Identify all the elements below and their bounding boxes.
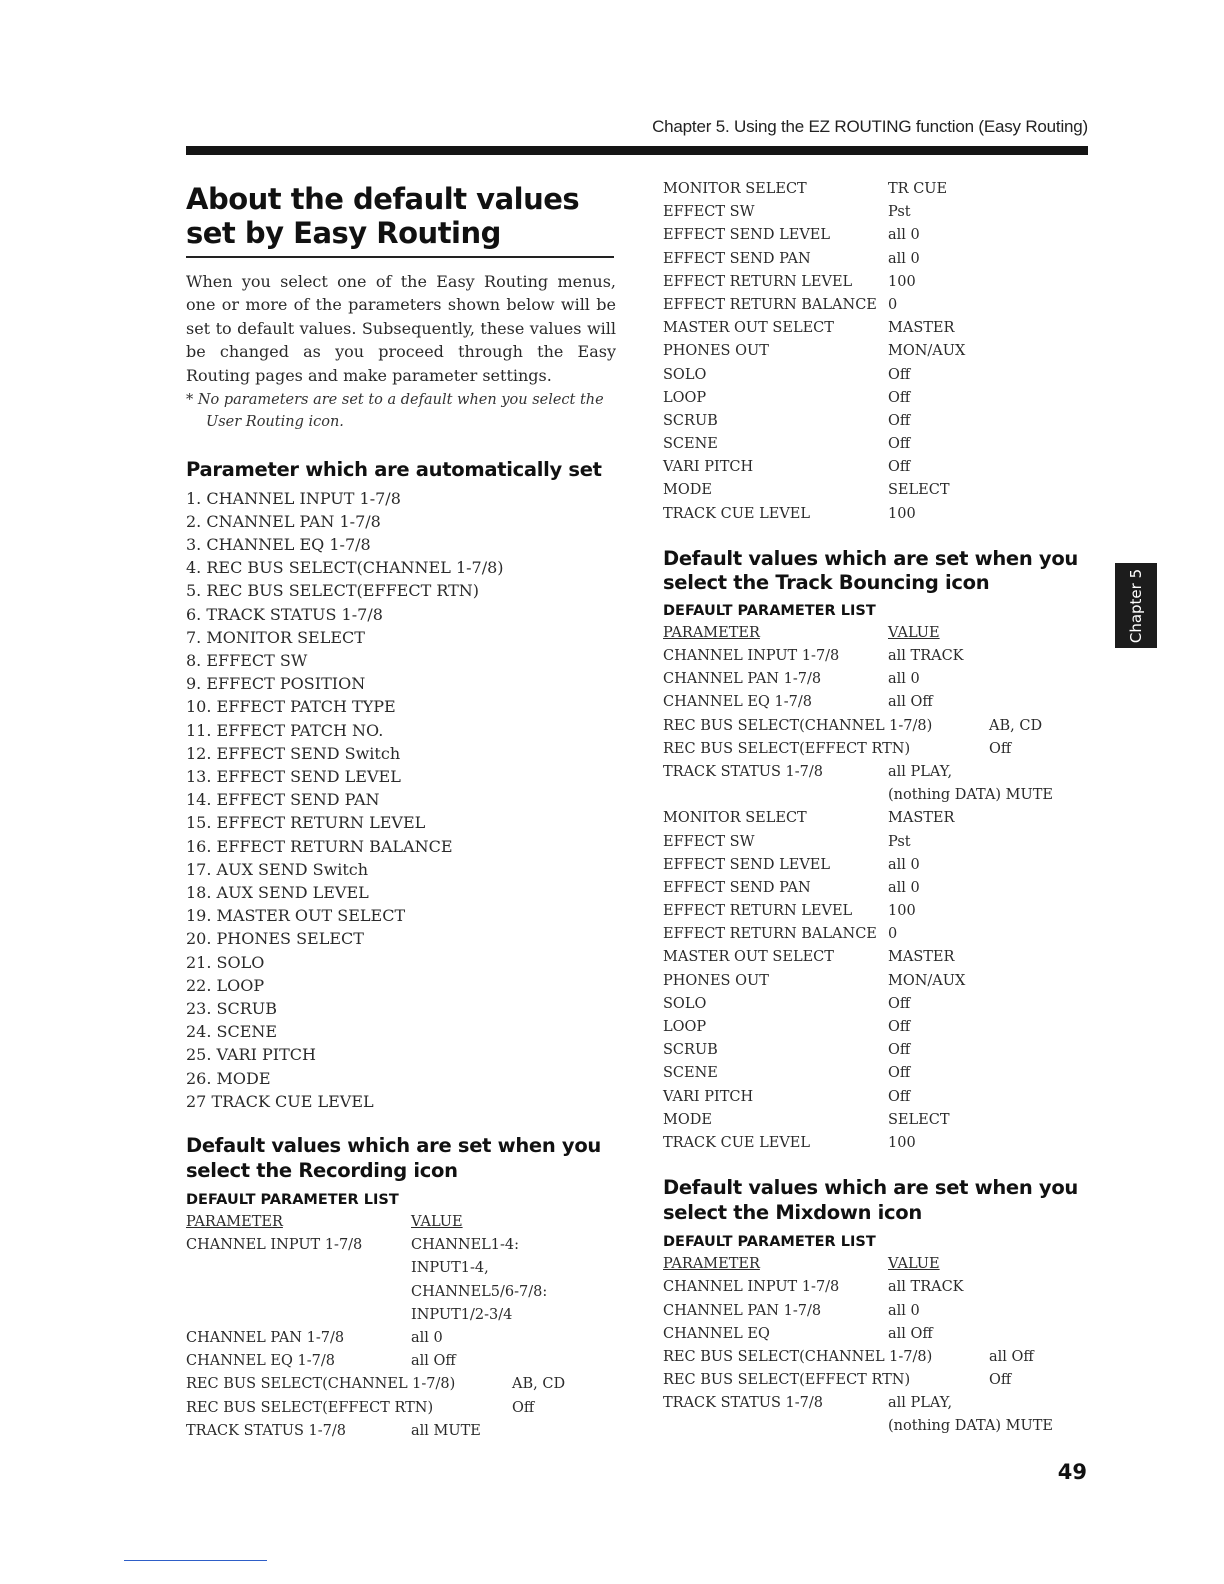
bouncing-value-col: VALUE [888,624,940,641]
list-item: 17. AUX SEND Switch [186,859,369,879]
table-row [663,761,1088,784]
param-value: all Off [989,1348,1034,1365]
param-name: MONITOR SELECT [663,181,807,197]
param-name: PHONES OUT [663,972,769,989]
param-name: LOOP [663,389,707,406]
param-name: REC BUS SELECT(CHANNEL 1-7/8) [663,717,933,734]
list-item: 23. SCRUB [186,999,278,1018]
auto-params-heading: Parameter which are automatically set [186,458,602,482]
table-row [186,1257,616,1280]
param-value: Pst [888,204,911,221]
list-item: 12. EFFECT SEND Switch [186,743,401,763]
table-row [663,715,1088,738]
param-value: (nothing DATA) MUTE [888,1418,1054,1435]
title-rule [186,256,614,258]
param-value: all 0 [888,1302,920,1319]
param-name: MONITOR SELECT [663,810,807,827]
table-row [663,364,1088,387]
table-row [663,294,1088,317]
param-name: MODE [663,1111,712,1128]
recording-column-headers [186,1211,616,1234]
param-value: all MUTE [411,1422,481,1439]
recording-list-label: DEFAULT PARAMETER LIST [186,1192,399,1209]
param-value: AB, CD [512,1376,566,1393]
param-name: TRACK CUE LEVEL [663,1134,811,1151]
param-value: all Off [411,1353,456,1370]
param-value: CHANNEL1-4: [411,1237,520,1254]
param-name: TRACK CUE LEVEL [663,505,811,522]
list-item: 1. CHANNEL INPUT 1-7/8 [186,488,401,508]
param-name: SOLO [663,995,707,1012]
table-row [663,1062,1088,1085]
param-value: 0 [888,296,898,313]
table-row [663,877,1088,900]
param-value: all Off [888,1325,933,1342]
recording-value-col: VALUE [411,1214,463,1231]
table-row [663,900,1088,923]
table-row [663,831,1088,854]
param-value: 100 [888,505,916,522]
chapter-tab-label: Chapter 5 [1127,568,1145,643]
user-routing-note: * No parameters are set to a default when you select the User Routing icon. [186,392,604,431]
param-value: INPUT1/2-3/4 [411,1306,513,1323]
table-row [663,645,1088,668]
list-item: 15. EFFECT RETURN LEVEL [186,813,426,833]
table-row [663,691,1088,714]
list-item: 7. MONITOR SELECT [186,627,365,647]
table-row [663,201,1088,224]
list-item: 18. AUX SEND LEVEL [186,882,369,902]
table-row [186,1397,616,1420]
param-value: all PLAY, [888,1395,953,1412]
param-value: all 0 [888,250,920,267]
param-name: CHANNEL EQ 1-7/8 [663,694,812,711]
param-name: MASTER OUT SELECT [663,949,834,966]
list-item: 2. CNANNEL PAN 1-7/8 [186,511,381,531]
table-row [186,1420,616,1443]
param-value: all TRACK [888,1279,964,1296]
mixdown-param-col: PARAMETER [663,1256,760,1273]
param-name: REC BUS SELECT(CHANNEL 1-7/8) [663,1348,933,1365]
param-value: Off [989,740,1012,757]
table-row [663,1039,1088,1062]
param-name: EFFECT RETURN LEVEL [663,273,853,290]
param-name: EFFECT SW [663,833,755,850]
param-value: all 0 [888,227,920,244]
table-row [663,854,1088,877]
page-title: About the default values set by Easy Routing [186,182,580,250]
table-row [663,271,1088,294]
recording-param-table-cont [663,178,1088,526]
table-row [663,224,1088,247]
table-row [663,1392,1088,1415]
list-item: 9. EFFECT POSITION [186,674,366,694]
param-value: 100 [888,903,916,920]
param-value: Off [888,1065,911,1082]
table-row [186,1304,616,1327]
mixdown-heading: Default values which are set when you select the Mixdown icon [663,1176,1079,1224]
table-row [663,1132,1088,1155]
param-name: REC BUS SELECT(CHANNEL 1-7/8) [186,1376,456,1393]
param-value: all 0 [888,671,920,688]
param-value: Pst [888,833,911,850]
param-value: all 0 [888,856,920,873]
param-name: EFFECT RETURN LEVEL [663,903,853,920]
param-name: CHANNEL PAN 1-7/8 [663,671,822,688]
list-item: 3. CHANNEL EQ 1-7/8 [186,534,371,554]
param-name: SOLO [663,366,707,383]
table-row [663,1369,1088,1392]
bouncing-column-headers [663,622,1088,645]
param-value: Off [989,1372,1012,1389]
param-name: CHANNEL INPUT 1-7/8 [186,1237,363,1254]
param-name: CHANNEL INPUT 1-7/8 [663,648,840,664]
table-row [663,1016,1088,1039]
param-name: SCRUB [663,1042,718,1059]
param-name: CHANNEL PAN 1-7/8 [186,1329,345,1346]
param-name: REC BUS SELECT(EFFECT RTN) [186,1399,434,1416]
table-row [186,1234,616,1257]
param-name: REC BUS SELECT(EFFECT RTN) [663,1372,911,1389]
list-item: 22. LOOP [186,975,265,995]
param-name: EFFECT SEND PAN [663,250,811,267]
table-row [186,1281,616,1304]
list-item: 21. SOLO [186,952,265,972]
mixdown-value-col: VALUE [888,1256,940,1273]
header-rule [186,146,1088,155]
list-item: 26. MODE [186,1068,271,1088]
table-row [663,1323,1088,1346]
chapter-tab [1115,563,1157,648]
list-item: 14. EFFECT SEND PAN [186,790,380,810]
list-item: 24. SCENE [186,1022,278,1042]
param-value: SELECT [888,482,950,499]
intro-paragraph: When you select one of the Easy Routing menus, one or more of the parameters shown below will be set to default values. Subsequently, these values will be changed as you proceed through the Easy Routing pages and make parameter settings. [186,272,616,385]
table-row [663,503,1088,526]
table-row [663,668,1088,691]
param-name: CHANNEL EQ 1-7/8 [186,1353,335,1370]
table-row [663,1276,1088,1299]
param-value: 0 [888,926,898,943]
param-name: EFFECT SEND LEVEL [663,856,831,873]
param-name: VARI PITCH [663,459,754,476]
table-row [663,178,1088,201]
param-value: AB, CD [989,717,1043,734]
param-value: MASTER [888,949,955,966]
table-row [663,1109,1088,1132]
param-value: Off [888,436,911,453]
list-item: 19. MASTER OUT SELECT [186,906,406,926]
auto-params-list [186,487,616,1113]
table-row [663,456,1088,479]
param-name: TRACK STATUS 1-7/8 [186,1422,346,1439]
param-name: SCRUB [663,412,718,429]
param-name: EFFECT RETURN BALANCE [663,296,877,313]
param-value: all Off [888,694,933,711]
param-value: MON/AUX [888,972,966,989]
param-value: 100 [888,273,916,290]
list-item: 5. REC BUS SELECT(EFFECT RTN) [186,581,480,601]
param-name: SCENE [663,436,718,453]
param-name: EFFECT SW [663,204,755,221]
param-value: all 0 [411,1329,443,1346]
param-name: EFFECT RETURN BALANCE [663,926,877,943]
list-item: 20. PHONES SELECT [186,929,364,949]
mixdown-list-label: DEFAULT PARAMETER LIST [663,1234,876,1251]
param-value: Off [888,459,911,476]
param-name: TRACK STATUS 1-7/8 [663,763,823,780]
param-name: VARI PITCH [663,1088,754,1105]
table-row [663,410,1088,433]
list-item: 10. EFFECT PATCH TYPE [186,697,396,717]
param-value: SELECT [888,1111,950,1128]
table-row [186,1350,616,1373]
table-row [663,387,1088,410]
param-value: INPUT1-4, [411,1260,489,1277]
param-value: all PLAY, [888,763,953,780]
table-row [663,993,1088,1016]
param-name: SCENE [663,1065,718,1082]
page-number: 49 [1057,1460,1087,1484]
table-row [663,946,1088,969]
param-value: Off [888,366,911,383]
param-name: CHANNEL EQ [663,1325,770,1342]
param-value: all TRACK [888,648,964,664]
param-value: Off [888,1019,911,1035]
param-name: CHANNEL PAN 1-7/8 [663,1302,822,1319]
left-column [186,178,616,1443]
table-row [663,340,1088,363]
param-value: Off [888,1088,911,1105]
mixdown-column-headers [663,1253,1088,1276]
table-row [186,1373,616,1396]
table-row [663,738,1088,761]
table-row [663,248,1088,271]
table-row [663,1346,1088,1369]
list-item: 11. EFFECT PATCH NO. [186,720,384,740]
table-row [663,923,1088,946]
table-row [663,1415,1088,1438]
recording-heading: Default values which are set when you select the Recording icon [186,1134,602,1182]
param-value: 100 [888,1134,916,1151]
list-item: 16. EFFECT RETURN BALANCE [186,836,453,856]
bouncing-param-table [663,645,1088,1155]
table-row [663,970,1088,993]
param-name: LOOP [663,1019,707,1035]
param-value: Off [888,995,911,1012]
table-row [663,317,1088,340]
list-item: 13. EFFECT SEND LEVEL [186,766,401,786]
recording-param-col: PARAMETER [186,1214,283,1231]
table-row [663,479,1088,502]
param-value: TR CUE [888,181,948,197]
param-value: Off [888,1042,911,1059]
param-value: MASTER [888,810,955,827]
table-row [663,1086,1088,1109]
list-item: 27 TRACK CUE LEVEL [186,1091,374,1111]
running-header: Chapter 5. Using the EZ ROUTING function (Easy Routing) [652,117,1088,136]
param-name: EFFECT SEND LEVEL [663,227,831,244]
param-value: MON/AUX [888,343,966,360]
param-value: Off [888,389,911,406]
mixdown-param-table [663,1276,1088,1438]
param-name: PHONES OUT [663,343,769,360]
param-value: (nothing DATA) MUTE [888,787,1054,804]
param-name: CHANNEL INPUT 1-7/8 [663,1279,840,1296]
param-value: Off [888,412,911,429]
param-name: TRACK STATUS 1-7/8 [663,1395,823,1412]
list-item: 6. TRACK STATUS 1-7/8 [186,604,383,624]
param-value: CHANNEL5/6-7/8: [411,1283,548,1300]
bouncing-param-col: PARAMETER [663,624,760,641]
param-value: MASTER [888,320,955,337]
param-value: Off [512,1399,535,1416]
table-row [663,1300,1088,1323]
param-name: EFFECT SEND PAN [663,879,811,896]
recording-param-table [186,1234,616,1443]
table-row [186,1327,616,1350]
list-item: 8. EFFECT SW [186,650,308,670]
param-name: MODE [663,482,712,499]
right-column [663,178,1088,1439]
bouncing-list-label: DEFAULT PARAMETER LIST [663,602,876,619]
param-value: all 0 [888,879,920,896]
table-row [663,784,1088,807]
table-row [663,807,1088,830]
table-row [663,433,1088,456]
param-name: REC BUS SELECT(EFFECT RTN) [663,740,911,757]
list-item: 4. REC BUS SELECT(CHANNEL 1-7/8) [186,558,504,578]
param-name: MASTER OUT SELECT [663,320,834,337]
list-item: 25. VARI PITCH [186,1045,316,1065]
footer-link-line [124,1560,267,1561]
bouncing-heading: Default values which are set when you select the Track Bouncing icon [663,546,1079,595]
